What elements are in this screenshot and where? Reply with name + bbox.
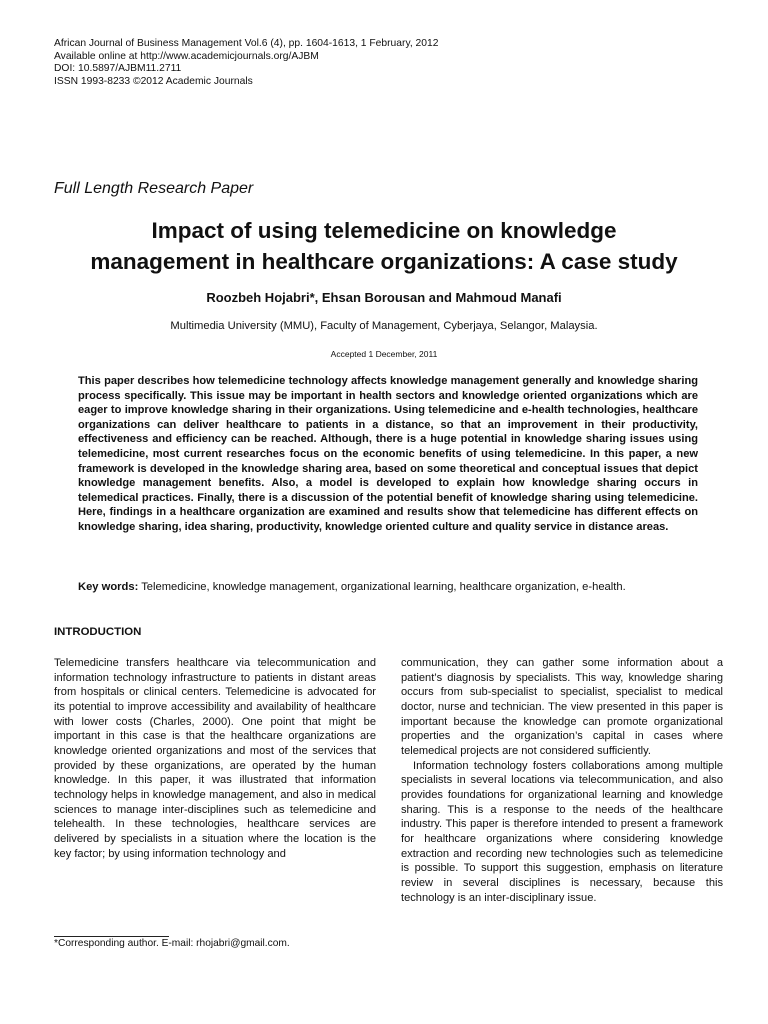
keywords-label: Key words: [78, 581, 139, 593]
corresponding-author-footnote: *Corresponding author. E-mail: rhojabri@gmail.com. [54, 938, 290, 949]
accepted-date: Accepted 1 December, 2011 [330, 349, 438, 359]
journal-citation: African Journal of Business Management Vol.6 (4), pp. 1604-1613, 1 February, 2012 [54, 38, 439, 49]
author-list: Roozbeh Hojabri*, Ehsan Borousan and Mahmoud Manafi [206, 290, 562, 305]
paper-title [40, 215, 728, 277]
paper-type: Full Length Research Paper [54, 180, 254, 197]
introduction-paragraph-1: Telemedicine transfers healthcare via telecommunication and information technology infrastructure to patients in distant areas from hospitals or clinical centers. Telemedicine is advocated for its potential to improve accessibility and availability of healthcare with lower costs (Charles, 2000). One point that might be important in this case is that the healthcare organizations are knowledge oriented organizations and most of the services that provided by these organizations, are operated by the human knowledge. In this paper, it was illustrated that information technology helps in knowledge management, and also in medical sciences to manage inter-disciplines such as telemedicine and telehealth. In these technologies, healthcare services are delivered by specialists in a situation where the location is the key factor; by using information technology and [54, 657, 376, 860]
keywords-text: Telemedicine, knowledge management, organizational learning, healthcare organization, e-health. [138, 581, 626, 593]
journal-url: Available online at http://www.academicjournals.org/AJBM [54, 50, 319, 62]
author-affiliation: Multimedia University (MMU), Faculty of Management, Cyberjaya, Selangor, Malaysia. [170, 320, 598, 332]
introduction-paragraph-1-continued: communication, they can gather some information about a patient’s diagnosis by specialists. This way, knowledge sharing occurs from sub-specialist to specialist, specialist to medical doctor, nurse and technician. The view presented in this paper is important because the knowledge can promote organizational properties and the organization’s capital in cases where telemedical projects are not considered sufficiently. [401, 657, 723, 757]
keywords [78, 581, 718, 593]
body-column-left [54, 656, 376, 861]
journal-masthead [54, 38, 438, 88]
journal-issn: ISSN 1993-8233 ©2012 Academic Journals [54, 75, 253, 87]
paper-title-line-1: Impact of using telemedicine on knowledge [151, 218, 617, 243]
introduction-heading: INTRODUCTION [54, 626, 142, 638]
introduction-paragraph-2: Information technology fosters collaborations among multiple specialists in several locations via telecommunication, and also provides foundations for organizational learning and knowledge sharing. This is a response to the needs of the healthcare industry. This paper is therefore intended to present a framework for healthcare organizations where considering knowledge extraction and recording new technologies such as telemedicine is possible. To support this suggestion, emphasis on literature review in several disciplines is necessary, because this technology is an inter-disciplinary issue. [401, 759, 723, 904]
abstract: This paper describes how telemedicine technology affects knowledge management generally and knowledge sharing process specifically. This issue may be important in health sectors and knowledge oriented organizations which are eager to improve knowledge sharing in their organizations. Using telemedicine and e-health technologies, healthcare organizations can deliver healthcare to patients in a distance, so that an improvement in their productivity, effectiveness and efficiency can be reached. Although, there is a huge potential in knowledge sharing issues using telemedicine, most current researches focus on the economic benefits of using telemedicine. In this paper, a new framework is developed in the knowledge sharing area, based on some theoretical and conceptual issues that depict knowledge management benefits. Also, a model is developed to explain how knowledge sharing occurs in telemedical practices. Finally, there is a discussion of the potential benefit of knowledge sharing using telemedicine. Here, findings in a healthcare organization are examined and results show that telemedicine has different effects on knowledge sharing, idea sharing, productivity, knowledge oriented culture and quality service in distance areas. [78, 375, 698, 533]
journal-doi: DOI: 10.5897/AJBM11.2711 [54, 63, 182, 74]
body-column-right [401, 656, 723, 905]
footnote-divider [54, 936, 169, 937]
paper-title-line-2: management in healthcare organizations: A case study [90, 249, 678, 274]
